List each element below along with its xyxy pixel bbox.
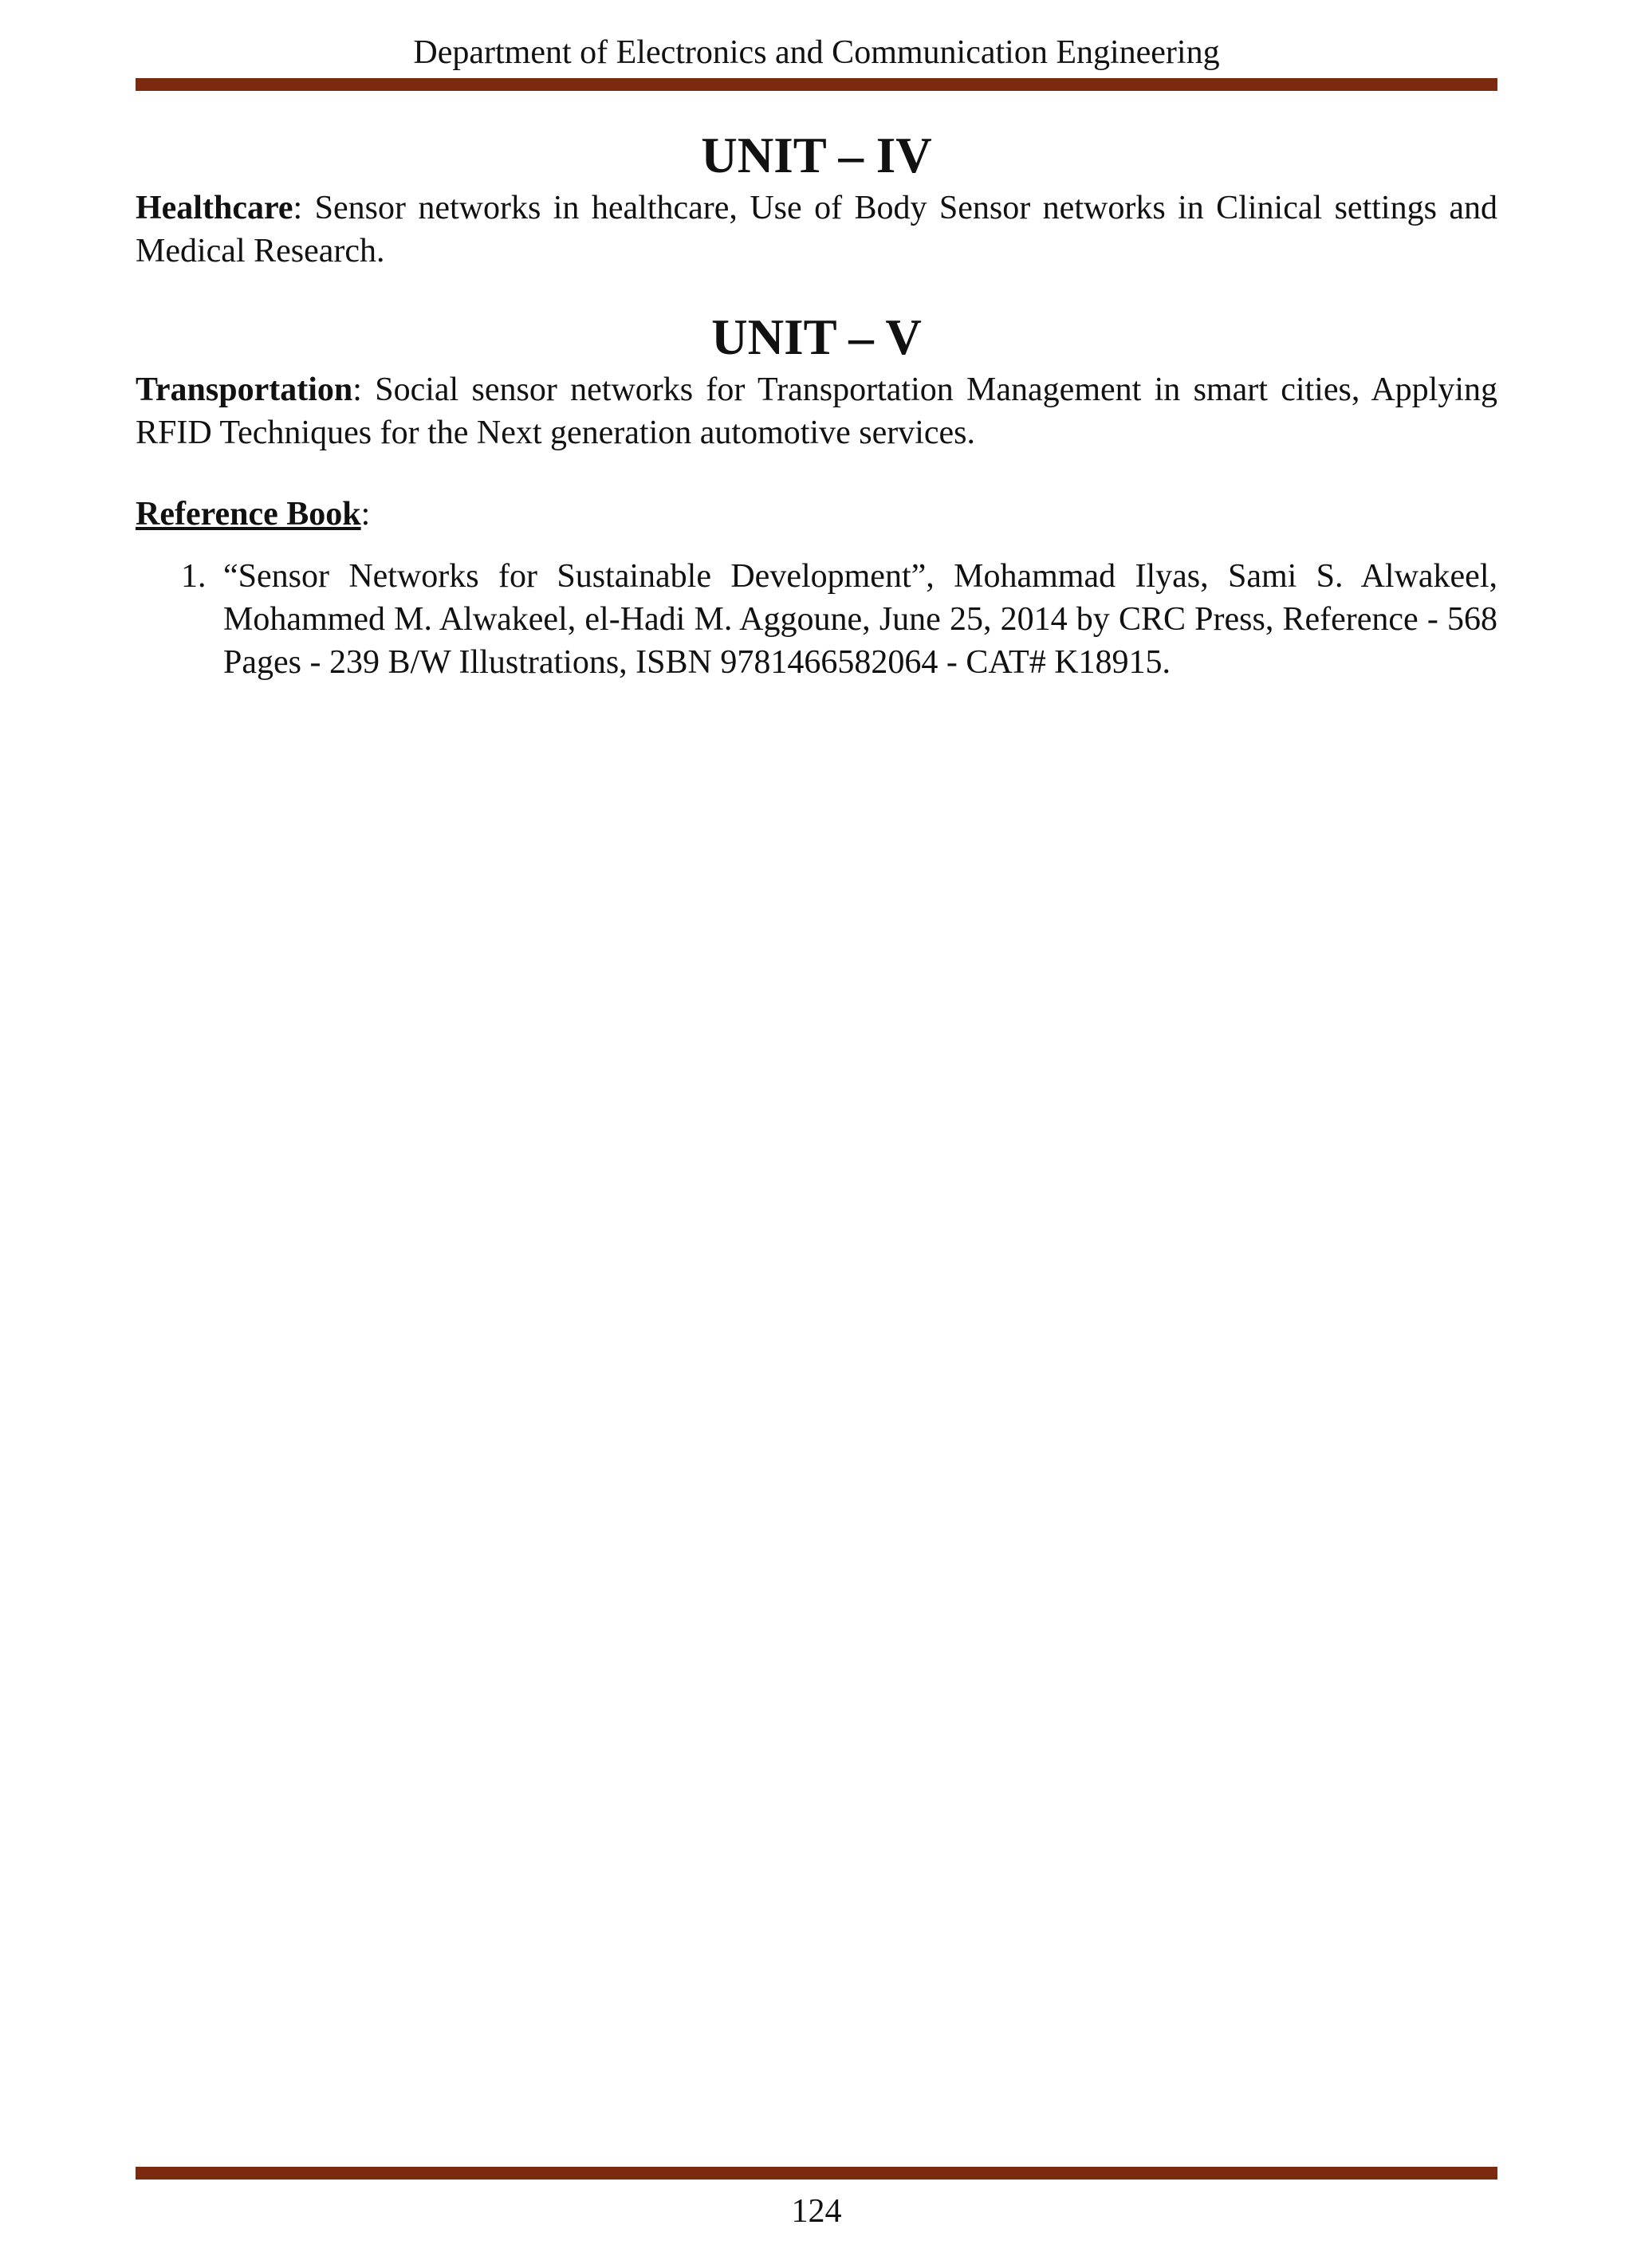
- unit-iv-separator: :: [293, 190, 303, 226]
- list-item: [136, 555, 1497, 684]
- footer-rule: [136, 2167, 1497, 2180]
- unit-iv-text: Sensor networks in healthcare, Use of Body Sensor networks in Clinical settings and Medical Research.: [136, 190, 1497, 269]
- reference-text: “Sensor Networks for Sustainable Development”, Mohammad Ilyas, Sami S. Alwakeel, Mohammed M. Alwakeel, el-Hadi M. Aggoune, June 25, 2014 by CRC Press, Reference - 568 Pages - 239 B/W Illustrations, ISBN 9781466582064 - CAT# K18915.: [223, 558, 1497, 681]
- unit-iv-heading: UNIT – IV: [701, 128, 932, 183]
- reference-list: [136, 555, 1497, 684]
- unit-v-paragraph: [136, 368, 1497, 454]
- header-rule: [136, 78, 1497, 91]
- unit-v-heading: UNIT – V: [711, 309, 922, 365]
- unit-v-separator: :: [352, 371, 362, 408]
- page-content: [136, 128, 1497, 684]
- page-header: Department of Electronics and Communication Engineering: [413, 34, 1220, 71]
- reference-heading-line: [136, 493, 1497, 555]
- unit-v-text: Social sensor networks for Transportation Management in smart cities, Applying RFID Techniques for the Next generation automotive services.: [136, 371, 1497, 451]
- unit-iv-paragraph: [136, 187, 1497, 273]
- page-number: 124: [791, 2193, 842, 2230]
- reference-book-title: Reference Book: [136, 496, 361, 533]
- unit-v-topic: Transportation: [136, 371, 353, 408]
- spacer: [136, 454, 1497, 493]
- reference-book-suffix: :: [360, 496, 371, 533]
- reference-number: 1.: [181, 558, 207, 595]
- unit-iv-topic: Healthcare: [136, 190, 293, 226]
